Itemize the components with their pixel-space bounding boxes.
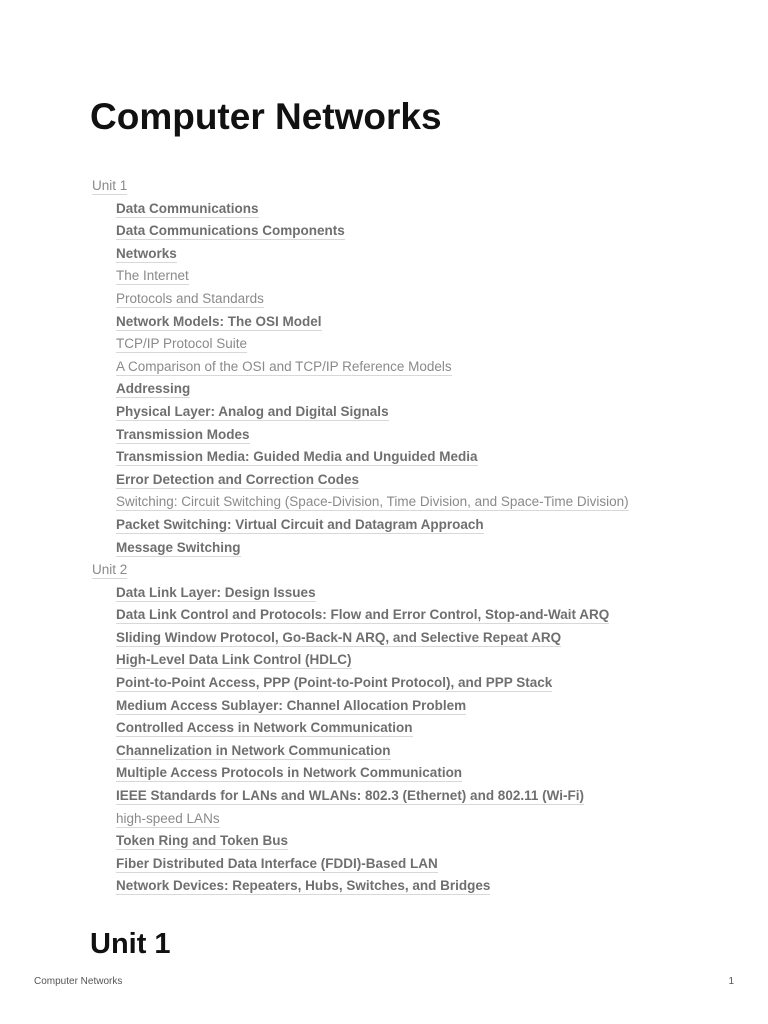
toc-item-link[interactable]: Data Communications Components xyxy=(116,223,345,239)
toc-item-row xyxy=(92,491,752,514)
toc-item-link[interactable]: Sliding Window Protocol, Go-Back-N ARQ, and Selective Repeat ARQ xyxy=(116,629,562,645)
section-heading: Unit 1 xyxy=(90,928,171,960)
toc-item-row xyxy=(92,808,752,831)
toc-item-link[interactable]: IEEE Standards for LANs and WLANs: 802.3 (Ethernet) and 802.11 (Wi-Fi) xyxy=(116,788,584,804)
toc-item-row xyxy=(92,333,752,356)
page-title: Computer Networks xyxy=(90,96,442,137)
toc-item-link[interactable]: Medium Access Sublayer: Channel Allocation Problem xyxy=(116,697,467,713)
toc-item-row xyxy=(92,649,752,672)
toc-item-link[interactable]: Channelization in Network Communication xyxy=(116,742,391,758)
toc-item-link[interactable]: high-speed LANs xyxy=(116,810,220,826)
toc-item-row xyxy=(92,469,752,492)
toc-item-row xyxy=(92,220,752,243)
toc-item-row xyxy=(92,672,752,695)
toc-item-link[interactable]: TCP/IP Protocol Suite xyxy=(116,336,248,352)
toc-item-link[interactable]: Data Communications xyxy=(116,200,259,216)
toc-unit-row xyxy=(92,175,752,198)
toc-item-link[interactable]: Data Link Layer: Design Issues xyxy=(116,584,316,600)
toc-item-link[interactable]: Message Switching xyxy=(116,539,241,555)
toc-item-link[interactable]: Token Ring and Token Bus xyxy=(116,833,289,849)
toc-item-link[interactable]: Fiber Distributed Data Interface (FDDI)-Based LAN xyxy=(116,855,438,871)
toc-item-row xyxy=(92,265,752,288)
toc-item-link[interactable]: Controlled Access in Network Communication xyxy=(116,720,413,736)
toc-item-link[interactable]: High-Level Data Link Control (HDLC) xyxy=(116,652,352,668)
toc-item-row xyxy=(92,582,752,605)
toc-unit-link[interactable]: Unit 2 xyxy=(92,562,128,578)
toc-item-row xyxy=(92,627,752,650)
toc-item-row xyxy=(92,378,752,401)
toc-item-link[interactable]: Addressing xyxy=(116,381,191,397)
toc-item-link[interactable]: Point-to-Point Access, PPP (Point-to-Point Protocol), and PPP Stack xyxy=(116,675,553,691)
table-of-contents xyxy=(92,175,752,898)
toc-item-row xyxy=(92,198,752,221)
toc-item-link[interactable]: Physical Layer: Analog and Digital Signals xyxy=(116,403,389,419)
toc-item-row xyxy=(92,853,752,876)
toc-item-link[interactable]: Error Detection and Correction Codes xyxy=(116,471,360,487)
toc-item-row xyxy=(92,243,752,266)
toc-item-link[interactable]: Network Devices: Repeaters, Hubs, Switches, and Bridges xyxy=(116,878,491,894)
toc-item-link[interactable]: Network Models: The OSI Model xyxy=(116,313,322,329)
toc-item-row xyxy=(92,830,752,853)
toc-unit-row xyxy=(92,559,752,582)
toc-item-row xyxy=(92,514,752,537)
footer-document-title: Computer Networks xyxy=(34,976,123,987)
toc-unit-link[interactable]: Unit 1 xyxy=(92,178,128,193)
toc-item-link[interactable]: Data Link Control and Protocols: Flow and Error Control, Stop-and-Wait ARQ xyxy=(116,607,610,623)
toc-item-row xyxy=(92,740,752,763)
toc-item-row xyxy=(92,604,752,627)
toc-item-row xyxy=(92,537,752,560)
toc-item-row xyxy=(92,424,752,447)
toc-item-link[interactable]: Multiple Access Protocols in Network Communication xyxy=(116,765,463,781)
toc-item-row xyxy=(92,446,752,469)
toc-item-row xyxy=(92,288,752,311)
footer-page-number: 1 xyxy=(728,976,734,987)
toc-item-row xyxy=(92,695,752,718)
toc-item-link[interactable]: Transmission Media: Guided Media and Unguided Media xyxy=(116,449,478,465)
toc-item-row xyxy=(92,401,752,424)
toc-item-link[interactable]: A Comparison of the OSI and TCP/IP Reference Models xyxy=(116,358,452,374)
toc-item-row xyxy=(92,785,752,808)
toc-item-row xyxy=(92,762,752,785)
toc-item-link[interactable]: Transmission Modes xyxy=(116,426,250,442)
toc-item-link[interactable]: Protocols and Standards xyxy=(116,290,264,306)
toc-item-link[interactable]: Switching: Circuit Switching (Space-Division, Time Division, and Space-Time Division) xyxy=(116,494,629,510)
toc-item-row xyxy=(92,356,752,379)
toc-item-link[interactable]: Packet Switching: Virtual Circuit and Datagram Approach xyxy=(116,516,484,532)
toc-item-row xyxy=(92,311,752,334)
toc-item-link[interactable]: Networks xyxy=(116,245,177,261)
toc-item-row xyxy=(92,875,752,898)
toc-item-row xyxy=(92,717,752,740)
toc-item-link[interactable]: The Internet xyxy=(116,268,189,284)
